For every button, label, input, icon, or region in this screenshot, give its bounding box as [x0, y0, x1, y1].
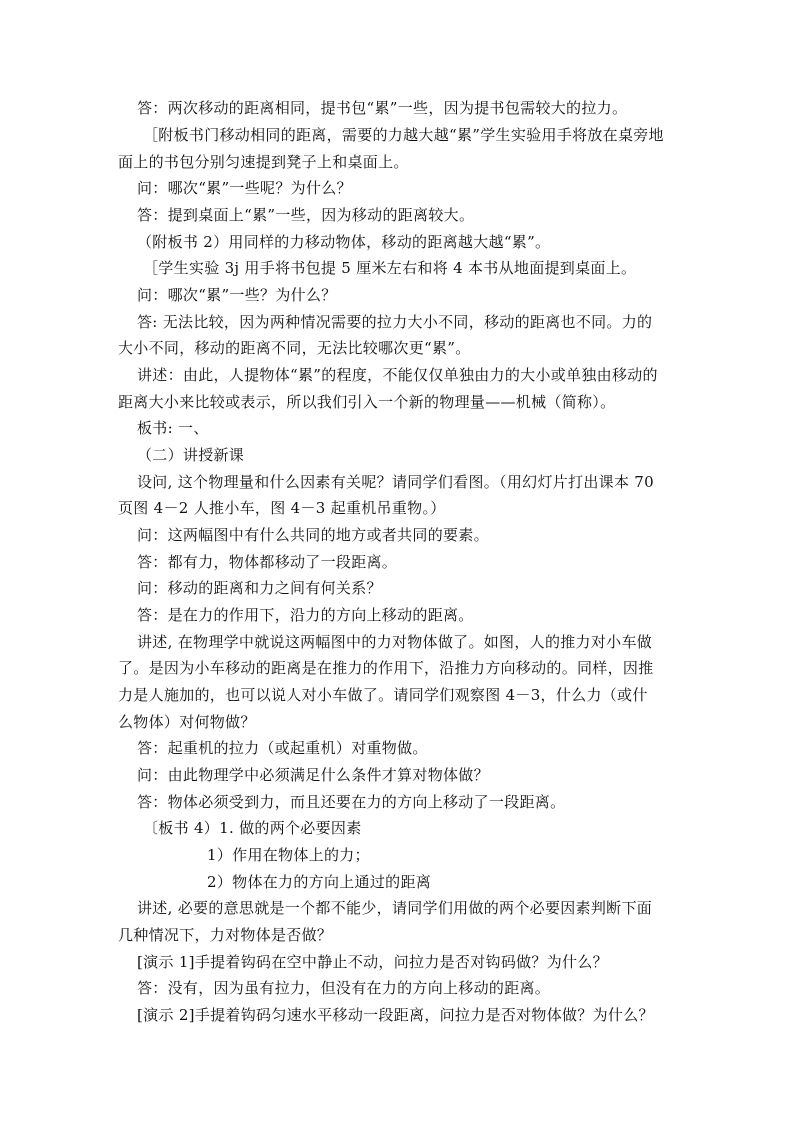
- text-line: 讲述：由此，人提物体“累”的程度，不能仅仅单独由力的大小或单独由移动的: [137, 366, 658, 384]
- text-line: 页图 4－2 人推小车，图 4－3 起重机吊重物。）: [118, 499, 446, 517]
- text-line: 大小不同，移动的距离不同，无法比较哪次更“累”。: [118, 339, 471, 357]
- text-line: 问：哪次“累”一些呢？为什么？: [137, 179, 352, 197]
- text-line: [演示 1]手提着钩码在空中静止不动，问拉力是否对钩码做？为什么？: [137, 953, 608, 971]
- text-line: 距离大小来比较或表示，所以我们引入一个新的物理量——机械（简称）。: [118, 393, 616, 411]
- text-line: ［学生实验 3j 用手将书包提 5 厘米左右和将 4 本书从地面提到桌面上。: [143, 259, 637, 277]
- text-line: 答: 无法比较，因为两种情况需要的拉力大小不同，移动的距离也不同。力的: [137, 313, 653, 331]
- text-line: 问：这两幅图中有什么共同的地方或者共同的要素。: [137, 526, 489, 544]
- list-item: 2）物体在力的方向上通过的距离: [207, 873, 432, 891]
- text-line: 么物体）对何物做？: [118, 713, 256, 731]
- text-line: 问：移动的距离和力之间有何关系？: [137, 579, 382, 597]
- section-heading: （二）讲授新课: [137, 446, 245, 464]
- text-line: 讲述, 必要的意思就是一个都不能少，请同学们用做的两个必要因素判断下面: [137, 899, 653, 917]
- text-line: 设问, 这个物理量和什么因素有关呢？请同学们看图。（用幻灯片打出课本 70: [137, 473, 654, 491]
- text-line: 几种情况下，力对物体是否做？: [118, 926, 333, 944]
- text-line: 〔板书 4）1. 做的两个必要因素: [143, 819, 362, 837]
- text-line: 问：由此物理学中必须满足什么条件才算对物体做？: [137, 766, 489, 784]
- text-line: 问：哪次“累”一些？为什么？: [137, 286, 337, 304]
- text-line: 答：都有力，物体都移动了一段距离。: [137, 553, 398, 571]
- text-line: 答：提到桌面上“累”一些，因为移动的距离较大。: [137, 206, 475, 224]
- list-item: 1）作用在物体上的力；: [207, 846, 370, 864]
- text-line: 答：两次移动的距离相同，提书包“累”一些，因为提书包需较大的拉力。: [137, 99, 628, 117]
- text-line: 答：起重机的拉力（或起重机）对重物做。: [137, 739, 428, 757]
- text-line: 讲述, 在物理学中就说这两幅图中的力对物体做了。如图，人的推力对小车做: [137, 633, 653, 651]
- text-line: 答：没有，因为虽有拉力，但没有在力的方向上移动的距离。: [137, 979, 551, 997]
- text-line: [演示 2]手提着钩码匀速水平移动一段距离，问拉力是否对物体做？为什么？: [137, 1006, 654, 1024]
- text-line: 力是人施加的，也可以说人对小车做了。请同学们观察图 4－3，什么力（或什: [118, 686, 648, 704]
- text-line: 答：是在力的作用下，沿力的方向上移动的距离。: [137, 606, 474, 624]
- text-line: ［附板书门移动相同的距离，需要的力越大越“累”学生实验用手将放在桌旁地: [143, 126, 664, 144]
- text-line: （附板书 2）用同样的力移动物体，移动的距离越大越“累”。: [137, 233, 551, 251]
- text-line: 答：物体必须受到力，而且还要在力的方向上移动了一段距离。: [137, 793, 566, 811]
- text-line: 面上的书包分别匀速提到凳子上和桌面上。: [118, 153, 409, 171]
- text-line: 了。是因为小车移动的距离是在推力的作用下，沿推力方向移动的。同样，因推: [118, 659, 654, 677]
- text-line: 板书: 一、: [137, 419, 209, 437]
